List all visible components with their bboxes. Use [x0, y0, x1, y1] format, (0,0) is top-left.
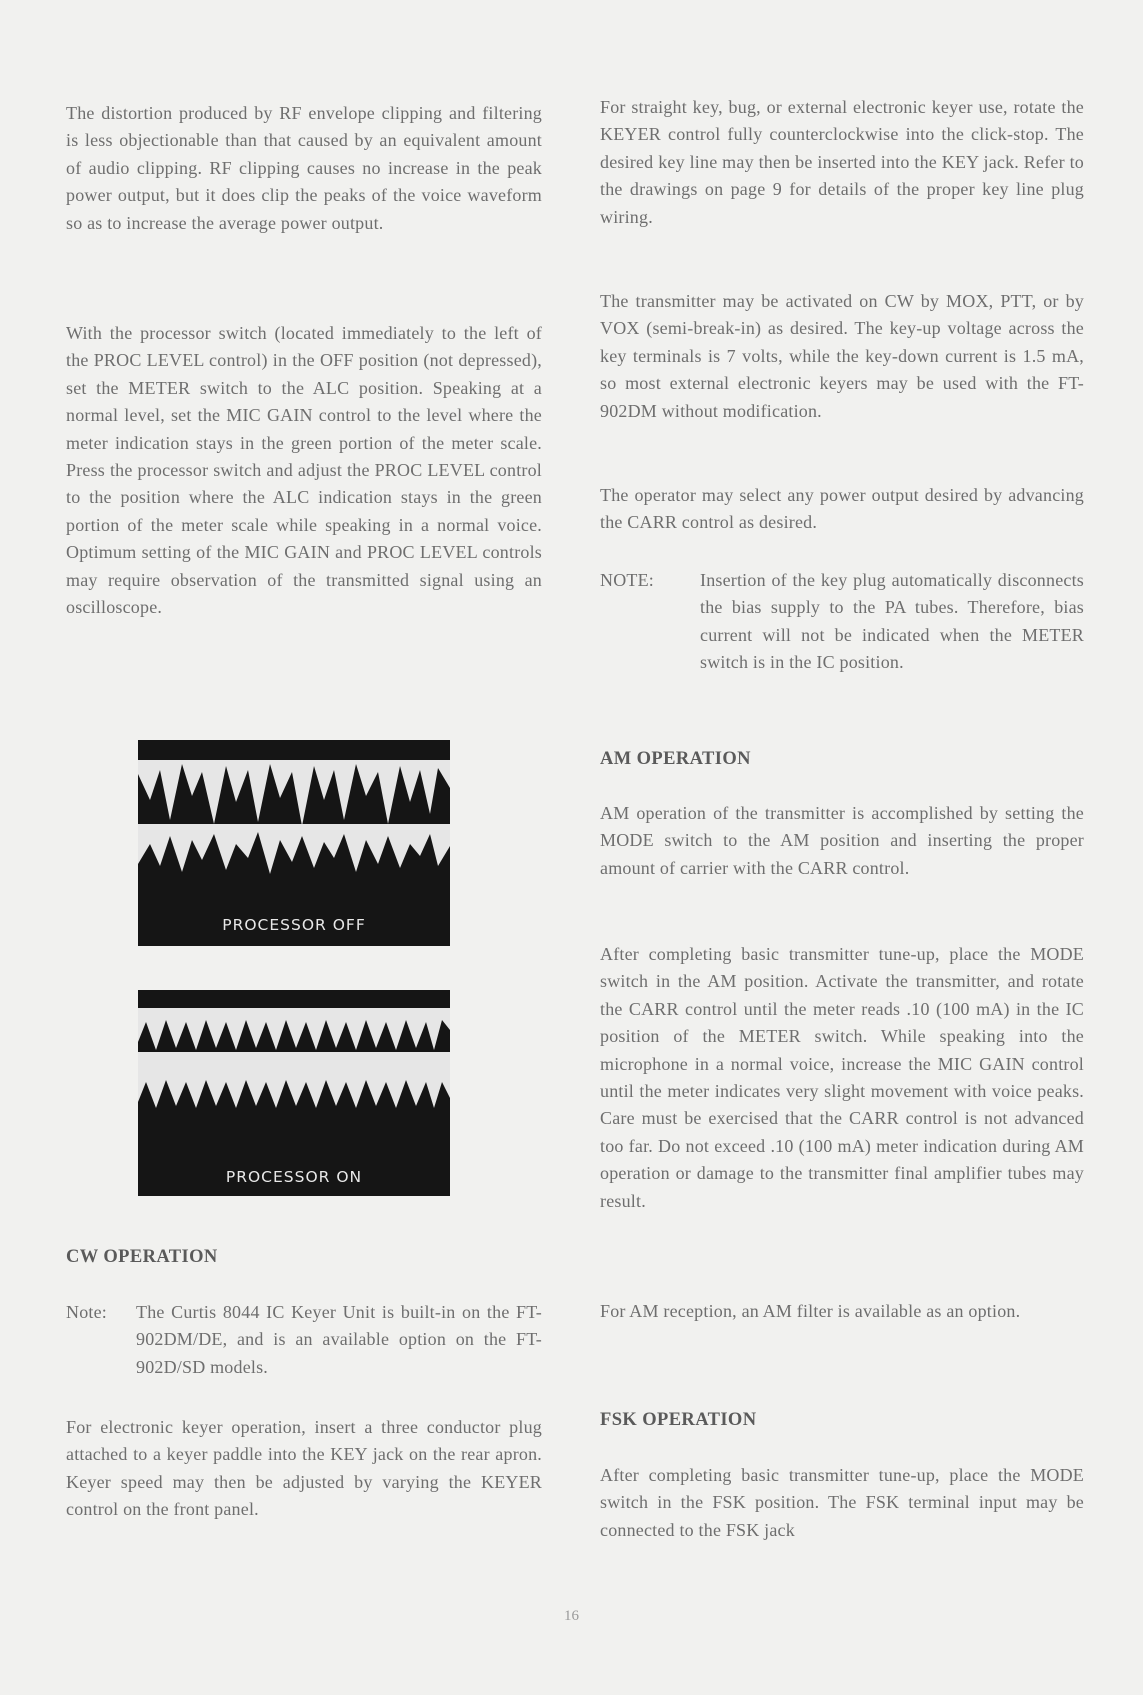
- note-label: NOTE:: [600, 570, 654, 590]
- heading-cw-operation: CW OPERATION: [66, 1247, 218, 1267]
- paragraph-straight-key: For straight key, bug, or external electronic keyer use, rotate the KEYER control fully counterclockwise into the click-stop. The desired key line may then be inserted into the KEY jack. Refer to the drawings on page 9 for details of the proper key line plug wiring.: [600, 97, 1084, 227]
- paragraph-fsk-operation: After completing basic transmitter tune-up, place the MODE switch in the FSK position. The FSK terminal input may be connected to the FSK jack: [600, 1465, 1084, 1540]
- cw-note: [66, 1299, 542, 1383]
- figure-label-processor-off: PROCESSOR OFF: [222, 916, 366, 934]
- paragraph-am-tuneup: After completing basic transmitter tune-up, place the MODE switch in the AM position. Activate the transmitter, and rotate the CARR control until the meter reads .10 (100 mA) in the IC position of the METER switch. While speaking into the microphone in a normal voice, increase the MIC GAIN control until the meter indicates very slight movement with voice peaks. Care must be exercised that the CARR control is not advanced too far. Do not exceed .10 (100 mA) meter indication during AM operation or damage to the transmitter final amplifier tubes may result.: [600, 944, 1084, 1211]
- heading-am-operation: AM OPERATION: [600, 749, 751, 769]
- paragraph-cw-activation: The transmitter may be activated on CW by MOX, PTT, or by VOX (semi-break-in) as desired. The key-up voltage across the key terminals is 7 volts, while the key-down current is 1.5 mA, so most external electronic keyers may be used with the FT-902DM without modification.: [600, 291, 1084, 421]
- paragraph-am-operation: AM operation of the transmitter is accomplished by setting the MODE switch to the AM position and inserting the proper amount of carrier with the CARR control.: [600, 803, 1084, 878]
- cw-note-label: Note:: [66, 1302, 107, 1322]
- figure-label-processor-on: PROCESSOR ON: [225, 1168, 363, 1186]
- oscilloscope-photo-processor-off: [138, 740, 450, 946]
- key-plug-note: [600, 567, 1084, 707]
- paragraph-power-output: The operator may select any power output desired by advancing the CARR control as desired.: [600, 485, 1084, 533]
- note-text: Insertion of the key plug automatically disconnects the bias supply to the PA tubes. Therefore, bias current will not be indicated when the METER switch is in the IC position.: [700, 570, 1084, 673]
- paragraph-processor-setup: With the processor switch (located immediately to the left of the PROC LEVEL control) in the OFF position (not depressed), set the METER switch to the ALC position. Speaking at a normal level, set the MIC GAIN control to the level where the meter indication stays in the green portion of the meter scale. Press the processor switch and adjust the PROC LEVEL control to the position where the ALC indication stays in the green portion of the meter scale while speaking in a normal voice. Optimum setting of the MIC GAIN and PROC LEVEL controls may require observation of the transmitted signal using an oscilloscope.: [66, 323, 542, 618]
- paragraph-am-reception: For AM reception, an AM filter is available as an option.: [600, 1301, 1021, 1321]
- paragraph-rf-clipping: The distortion produced by RF envelope clipping and filtering is less objectionable than that caused by an equivalent amount of audio clipping. RF clipping causes no increase in the peak power output, but it does clip the peaks of the voice waveform so as to increase the average power output.: [66, 103, 542, 233]
- paragraph-electronic-keyer: For electronic keyer operation, insert a three conductor plug attached to a keyer paddle into the KEY jack on the rear apron. Keyer speed may then be adjusted by varying the KEYER control on the front panel.: [66, 1417, 542, 1520]
- page-number: 16: [564, 1608, 579, 1624]
- heading-fsk-operation: FSK OPERATION: [600, 1410, 757, 1430]
- waveform-on: [138, 990, 450, 1196]
- cw-note-text: The Curtis 8044 IC Keyer Unit is built-in on the FT-902DM/DE, and is an available option on the FT-902D/SD models.: [136, 1302, 542, 1377]
- oscilloscope-photo-processor-on: [138, 990, 450, 1196]
